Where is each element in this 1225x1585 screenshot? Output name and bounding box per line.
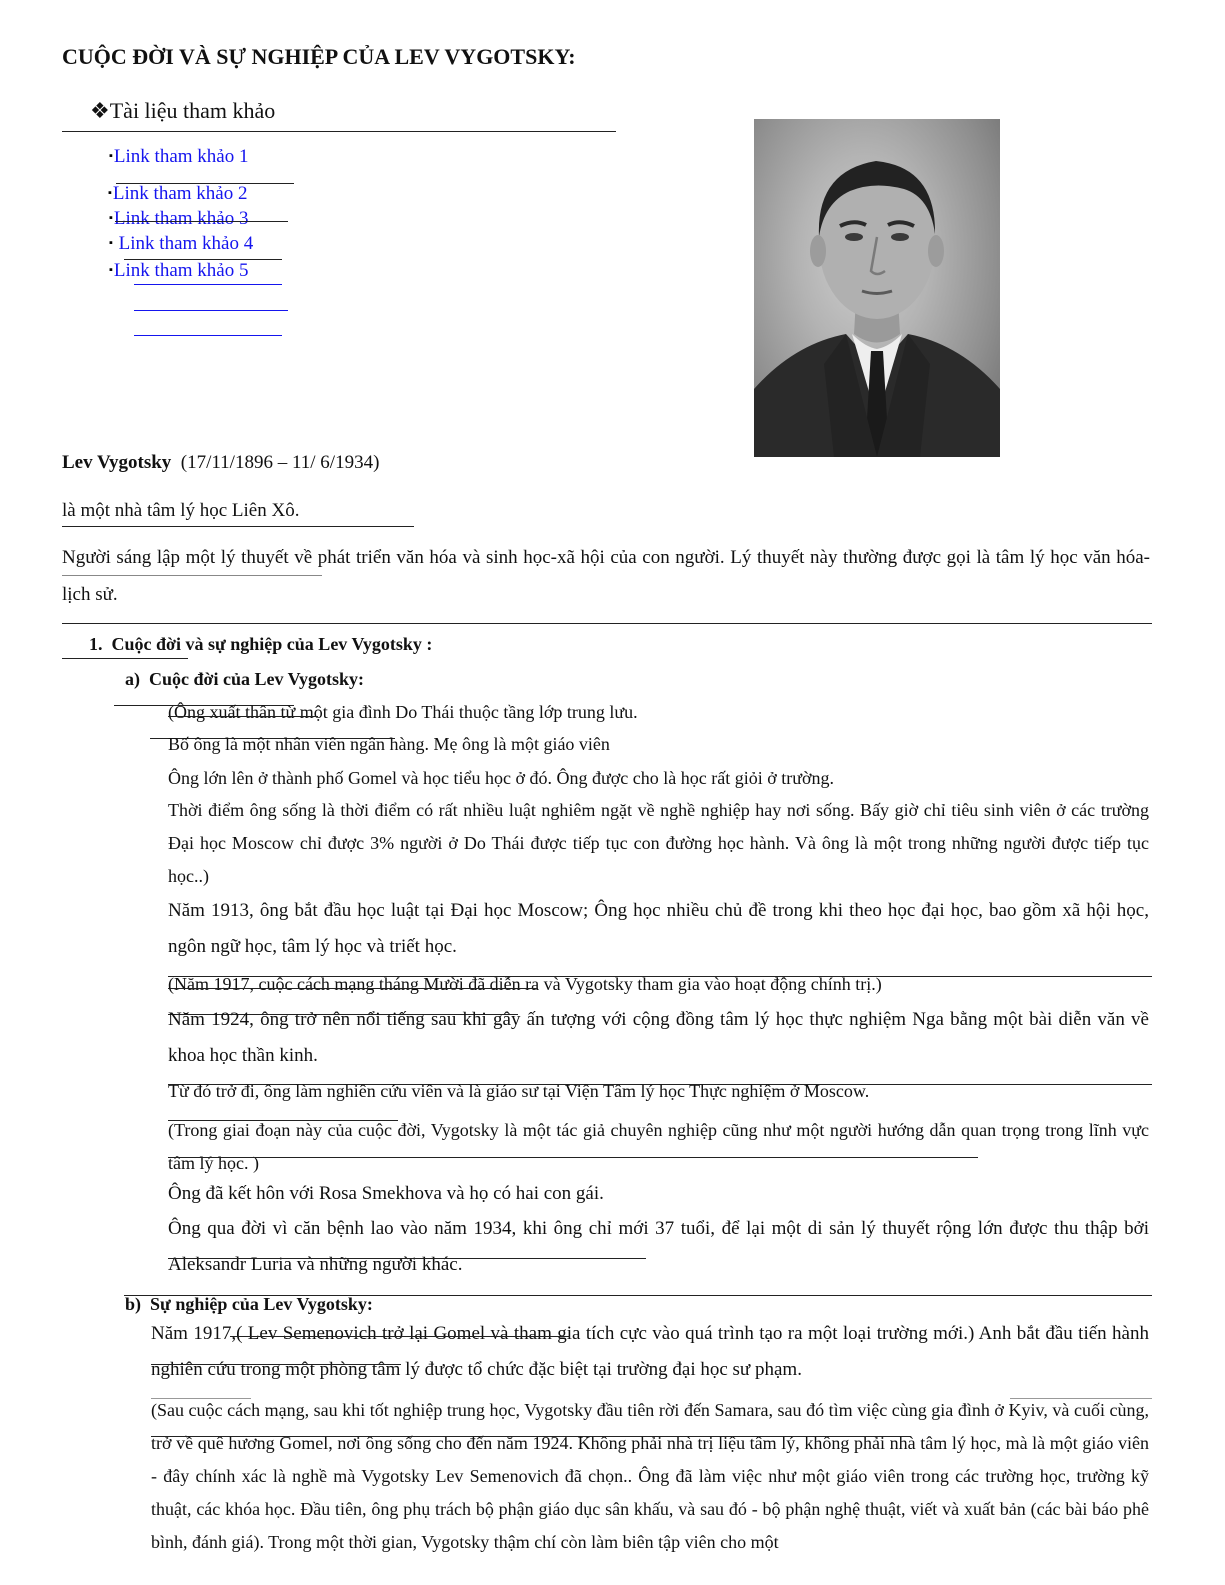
life-line-6: (Năm 1917, cuộc cách mạng tháng Mười đã diễn ra và Vygotsky tham gia vào hoạt động chính trị.) [168,974,882,994]
square-bullet-icon: ▪ [109,264,113,276]
references-heading [90,98,275,124]
life-line-2: Bố ông là một nhân viên ngân hàng. Mẹ ông là một giáo viên [168,734,610,754]
life-dates: (17/11/1896 – 11/ 6/1934) [180,452,380,473]
page-title: CUỘC ĐỜI VÀ SỰ NGHIỆP CỦA LEV VYGOTSKY: [62,44,576,69]
strike-line [115,221,288,222]
life-line-7: Năm 1924, ông trở nên nổi tiếng sau khi gây ấn tượng với cộng đồng tâm lý học thực nghiệm Nga bằng một bài diễn văn về khoa học thần kinh. [168,1009,1149,1066]
scribble-line [62,575,322,576]
references-divider [62,131,616,132]
square-bullet-icon: ▪ [109,212,113,224]
portrait-illustration [754,119,1000,457]
life-line-9: (Trong giai đoạn này của cuộc đời, Vygotsky là một tác giả chuyên nghiệp cũng như một người hướng dẫn quan trọng trong lĩnh vực tâm lý học. ) [168,1120,1149,1173]
reference-link-5[interactable]: ▪Link tham khảo 5 [109,260,249,281]
subsection-b-heading: b) Sự nghiệp của Lev Vygotsky: [125,1294,373,1314]
scribble-line [134,310,288,311]
life-line-1: (Ông xuất thân từ một gia đình Do Thái thuộc tầng lớp trung lưu. [168,702,638,722]
life-line-8: Từ đó trở đi, ông làm nghiên cứu viên và là giáo sư tại Viện Tâm lý học Thực nghiệm ở Moscow. [168,1081,870,1101]
references-heading-text: Tài liệu tham khảo [109,98,276,123]
strike-line [151,1436,911,1437]
life-line-4: Thời điểm ông sống là thời điểm có rất nhiều luật nghiêm ngặt về nghề nghiệp hay nơi sống. Bấy giờ chỉ tiêu sinh viên ở các trường Đại học Moscow chỉ được 3% người ở Do Thái được tiếp tục con đường học hành. Và ông là một trong những người được tiếp tục học..) [168,800,1149,886]
scribble-line [134,335,282,336]
career-paragraph-2: (Sau cuộc cách mạng, sau khi tốt nghiệp trung học, Vygotsky đầu tiên rời đến Samara, sau đó tìm việc cùng gia đình ở Kyiv, và cuối cùng, trở về quê hương Gomel, nơi ông sống cho đến năm 1924. Không phải nhà trị liệu tâm lý, không phải nhà tâm lý học, mà là một giáo viên - đây chính xác là nghề mà Vygotsky Lev Semenovich đã chọn.. Ông đã làm việc như một giáo viên trong các trường học, trường kỹ thuật, các khóa học. Đầu tiên, ông phụ trách bộ phận giáo dục sân khấu, và sau đó - bộ phận nghệ thuật, viết và xuất bản (các bài báo phê bình, đánh giá). Trong một thời gian, Vygotsky thậm chí còn làm biên tập viên cho một [151,1400,1149,1552]
portrait-photo [754,119,1000,457]
section-1-heading: 1. Cuộc đời và sự nghiệp của Lev Vygotsky : [89,634,433,654]
person-name: Lev Vygotsky [62,452,172,473]
strike-line [168,716,318,717]
strike-line [230,1336,570,1337]
section-divider [62,623,1152,624]
intro-line-2: Người sáng lập một lý thuyết về phát triển văn hóa và sinh học-xã hội của con người. Lý thuyết này thường được gọi là tâm lý học văn hóa-lịch sử. [62,547,1150,605]
reference-link-4[interactable]: ▪ Link tham khảo 4 [109,233,254,254]
subsection-a-heading: a) Cuộc đời của Lev Vygotsky: [125,669,364,689]
reference-link-3[interactable]: ▪Link tham khảo 3 [109,208,249,229]
square-bullet-icon: ▪ [108,187,112,199]
reference-link-2[interactable]: ▪Link tham khảo 2 [108,183,248,204]
scribble-line [62,658,188,659]
life-line-3: Ông lớn lên ở thành phố Gomel và học tiểu học ở đó. Ông được cho là học rất giỏi ở trường. [168,768,834,788]
career-paragraph-1: Năm 1917,( Lev Semenovich trở lại Gomel và tham gia tích cực vào quá trình tạo ra một loại trường mới.) Anh bắt đầu tiến hành nghiên cứu trong một phòng tâm lý được tổ chức đặc biệt tại trường đại học sư phạm. [151,1323,1149,1380]
scribble-line [134,284,282,285]
underline [168,1157,978,1158]
diamond-bullet-icon: ❖ [90,98,110,123]
square-bullet-icon: ▪ [109,237,113,249]
reference-link-1[interactable]: ▪Link tham khảo 1 [109,146,249,167]
life-line-5: Năm 1913, ông bắt đầu học luật tại Đại học Moscow; Ông học nhiều chủ đề trong khi theo học đại học, bao gồm xã hội học, ngôn ngữ học, tâm lý học và triết học. [168,900,1149,957]
life-line-11: Ông qua đời vì căn bệnh lao vào năm 1934, khi ông chỉ mới 37 tuổi, để lại một di sản lý thuyết rộng lớn được thu thập bởi Aleksandr Luria và những người khác. [168,1218,1149,1275]
scribble-line [168,1258,646,1259]
life-line-10: Ông đã kết hôn với Rosa Smekhova và họ có hai con gái. [168,1183,604,1204]
intro-line-1: là một nhà tâm lý học Liên Xô. [62,500,300,521]
intro-name-line [62,452,379,474]
strike-line [168,988,538,989]
square-bullet-icon: ▪ [109,150,113,162]
scribble-line [151,1364,401,1365]
underline [62,526,414,527]
